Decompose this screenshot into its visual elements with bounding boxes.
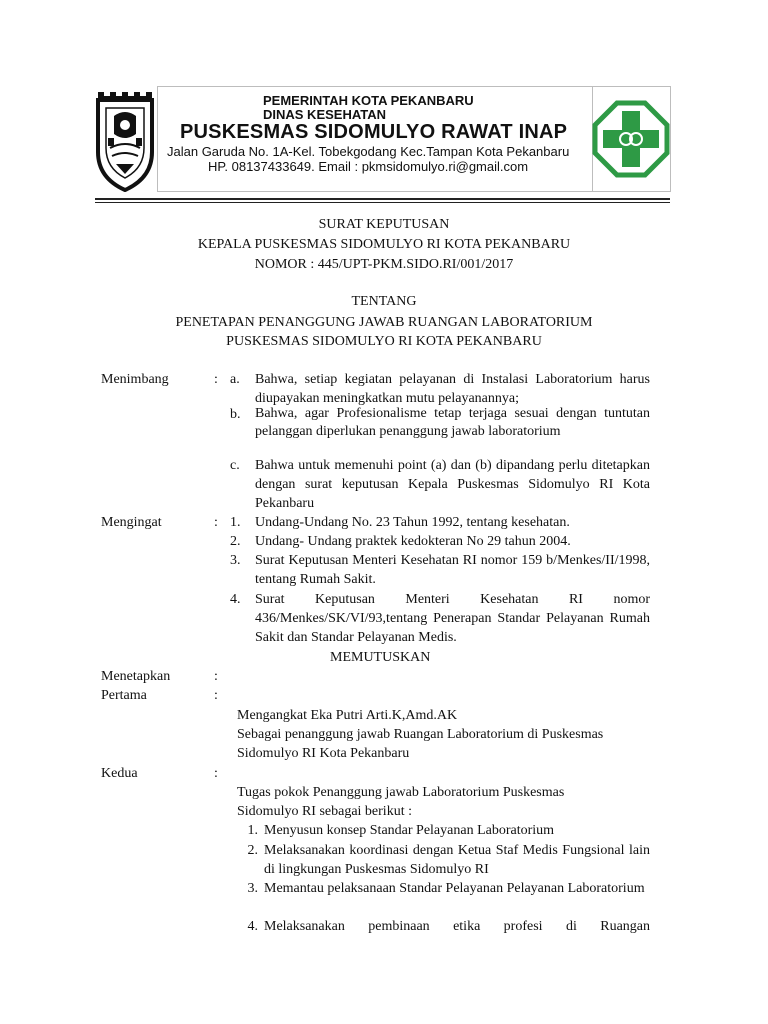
kedua-intro: Sidomulyo RI sebagai berikut :	[237, 804, 412, 819]
kedua-intro: Tugas pokok Penanggung jawab Laboratorium Puskesmas	[237, 785, 565, 800]
mengingat-item: Surat Keputusan Menteri Kesehatan RI nomor 159 b/Menkes/II/1998, tentang Rumah Sakit.	[255, 553, 650, 587]
menimbang-colon: :	[214, 372, 218, 387]
memutuskan-heading: MEMUTUSKAN	[330, 650, 431, 665]
decree-issuer: KEPALA PUSKESMAS SIDOMULYO RI KOTA PEKANBARU	[197, 237, 571, 252]
puskesmas-cross-icon	[592, 86, 671, 192]
letterhead-department: DINAS KESEHATAN	[263, 107, 387, 122]
letterhead-rule-thin	[95, 202, 670, 203]
decree-title: SURAT KEPUTUSAN	[318, 217, 450, 232]
letterhead-rule	[95, 198, 670, 200]
city-crest-icon	[94, 90, 156, 192]
menetapkan-colon: :	[214, 669, 218, 684]
kedua-item: Menyusun konsep Standar Pelayanan Laboratorium	[264, 823, 555, 838]
letterhead-contact: HP. 08137433649. Email : pkmsidomulyo.ri@gmail.com	[208, 159, 529, 174]
mengingat-item: Surat Keputusan Menteri Kesehatan RI nomor 436/Menkes/SK/VI/93,tentang Penerapan Standar Pelayanan Rumah Sakit dan Standar Pelayanan Medis.	[255, 592, 650, 645]
kedua-colon: :	[214, 766, 218, 781]
menimbang-marker: c.	[230, 458, 240, 473]
kedua-marker: 3.	[247, 881, 258, 896]
kedua-item: Melaksanakan pembinaan etika profesi di Ruangan	[264, 919, 650, 934]
subject-line-2: PUSKESMAS SIDOMULYO RI KOTA PEKANBARU	[226, 334, 542, 349]
mengingat-marker: 1.	[230, 515, 241, 530]
kedua-item: Melaksanakan koordinasi dengan Ketua Staf Medis Fungsional lain di lingkungan Puskesmas Sidomulyo RI	[264, 843, 650, 877]
menimbang-marker: b.	[230, 407, 241, 422]
menimbang-item: Bahwa untuk memenuhi point (a) dan (b) dipandang perlu ditetapkan dengan surat keputusan Kepala Puskesmas Sidomulyo RI Kota Pekanbaru	[255, 458, 650, 511]
kedua-label: Kedua	[101, 766, 138, 781]
mengingat-item: Undang-Undang No. 23 Tahun 1992, tentang kesehatan.	[255, 515, 570, 530]
decree-number: NOMOR : 445/UPT-PKM.SIDO.RI/001/2017	[254, 257, 514, 272]
pertama-colon: :	[214, 688, 218, 703]
pertama-line: Mengangkat Eka Putri Arti.K,Amd.AK	[237, 708, 458, 723]
letterhead-address: Jalan Garuda No. 1A-Kel. Tobekgodang Kec.Tampan Kota Pekanbaru	[167, 144, 570, 159]
mengingat-item: Undang- Undang praktek kedokteran No 29 tahun 2004.	[255, 534, 571, 549]
letterhead-institution: PUSKESMAS SIDOMULYO RAWAT INAP	[180, 121, 568, 143]
menimbang-item: Bahwa, agar Profesionalisme tetap terjaga sesuai dengan tuntutan pelanggan diperlukan penanggung jawab laboratorium	[255, 406, 650, 439]
letterhead-government: PEMERINTAH KOTA PEKANBARU	[263, 93, 474, 108]
pertama-line: Sebagai penanggung jawab Ruangan Laboratorium di Puskesmas	[237, 727, 604, 742]
menimbang-marker: a.	[230, 372, 240, 387]
mengingat-colon: :	[214, 515, 218, 530]
kedua-marker: 2.	[247, 843, 258, 858]
kedua-item: Memantau pelaksanaan Standar Pelayanan Pelayanan Laboratorium	[264, 881, 645, 896]
menimbang-item: Bahwa, setiap kegiatan pelayanan di Instalasi Laboratorium harus diupayakan meningkatkan mutu pelayanannya;	[255, 372, 650, 406]
menetapkan-label: Menetapkan	[101, 669, 171, 684]
mengingat-marker: 3.	[230, 553, 241, 568]
menimbang-label: Menimbang	[101, 372, 169, 387]
mengingat-marker: 2.	[230, 534, 241, 549]
pertama-label: Pertama	[101, 688, 147, 703]
pertama-line: Sidomulyo RI Kota Pekanbaru	[237, 746, 410, 761]
mengingat-marker: 4.	[230, 592, 241, 607]
subject-line-1: PENETAPAN PENANGGUNG JAWAB RUANGAN LABORATORIUM	[175, 315, 593, 330]
kedua-marker: 4.	[247, 919, 258, 934]
subject-heading: TENTANG	[351, 294, 417, 309]
kedua-marker: 1.	[247, 823, 258, 838]
mengingat-label: Mengingat	[101, 515, 162, 530]
